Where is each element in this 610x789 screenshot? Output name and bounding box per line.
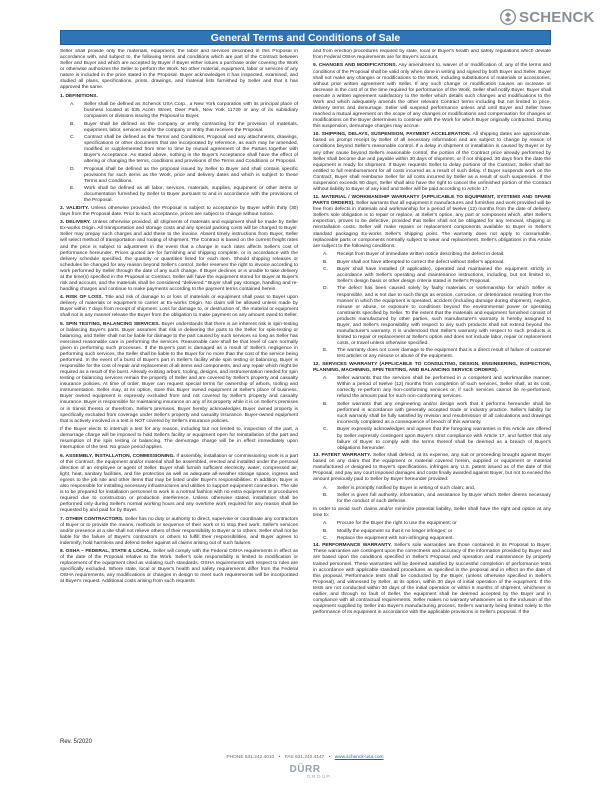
paragraph-text: Seller warrants that all equipment it manufactures and furnishes and work provided will be free from defects in materials and workmanship for a period of twelve (12) months from the date of delivery. Seller's sole obligation is to repair or replace, at Seller's option, any part or component which, after Seller's inspection, proves to be defective, provided that Seller shall not be obligated for any removal, shipping or reinstallation costs. Seller will make repairs or replacement components available to Buyer in Seller's standard packaging Ex-works Seller's shipping point. The warranty does not apply to consumable, replaceable parts or components normally subject to wear and replacement. Seller's obligations in this Article are subject to the following conditions: xyxy=(313,201,551,249)
list-item-letter: A. xyxy=(323,252,328,258)
list-item-text: Contract shall be defined as the Terms and Conditions, Proposal and any attachments, drawings, specifications or other documents that are incorporated by reference, as each may be amended, modified or supplemented from time to time by mutual agreement of the Parties together with Buyer's Acceptance. As stated above, nothing in the Buyer's Acceptance shall have the effect of altering or changing the terms, conditions and provisions of the Terms and Conditions or Proposal. xyxy=(84,135,298,165)
list-item-letter: E. xyxy=(323,348,328,354)
list-item xyxy=(323,252,551,258)
section-heading: 6. ASSEMBLY, INSTALLATION, COMMISSIONING. xyxy=(60,453,175,459)
list-item xyxy=(323,486,551,492)
list-item-letter: A. xyxy=(70,102,75,108)
logo-text: SCHENCK xyxy=(519,8,595,26)
list-item-text: Buyer expressly acknowledges and agrees that the foregoing warranties in this Article are offered by Seller expressly contingent upon Buyer's strict compliance with Article 17, and further that any failure of Buyer to comply with the terms thereof shall be deemed as a breach of Buyer's obligations hereunder. xyxy=(337,427,551,451)
section-heading: 4. RISK OF LOSS. xyxy=(60,295,103,301)
list-item-letter: C. xyxy=(70,135,75,141)
footer-separator: • xyxy=(278,755,281,760)
paragraph-text: All shipping dates are approximate, based on prompt receipt by Seller of all necessary information and are subject to change by reason of conditions beyond Seller's reasonable control. If a delay in shipment or installation is caused by Buyer or by any other cause beyond Seller's reasonable control, the portion of the Contract price already performed by Seller shall become due and payable within 30 days of shipment, or if not shipped, 30 days from the date the equipment is ready for shipment. If Buyer requests Seller to delay portions of the Contract, Seller shall be entitled to full reimbursement for all costs incurred as a result of such delay. If Buyer suspends work on the Contract, Buyer shall reimburse Seller for all costs incurred by Seller as a result of such suspension. If the suspension exceeds 90 days, Seller shall also have the right to cancel the unfinished portion of the Contract without liability to Buyer of any kind and Seller will be paid according to Article 17. xyxy=(313,132,551,192)
section-paragraph xyxy=(60,322,298,425)
section-paragraph xyxy=(60,94,298,100)
revision-label: Rev. 5/2020 xyxy=(60,739,92,745)
schenck-logo-mark-icon xyxy=(500,9,516,25)
document-title: General Terms and Conditions of Sale xyxy=(210,31,401,44)
list-item-letter: B. xyxy=(70,121,75,127)
section-paragraph xyxy=(313,195,551,249)
right-text-column xyxy=(313,49,551,694)
paragraph-text: Unless otherwise provided, the Proposal is subject to acceptance by Buyer within thirty (30) days from the Proposal date. Prior to such acceptance, prices are subject to change without notice. xyxy=(60,205,298,217)
list-item-text: Modify the equipment so that it no longer infringes; or xyxy=(337,528,453,534)
list-item-letter: C. xyxy=(323,266,328,272)
section-heading: 5. SPIN TESTING, BALANCING SERVICES. xyxy=(60,321,160,327)
list-item-letter: B. xyxy=(323,259,328,265)
list-item xyxy=(323,348,551,360)
list-item-letter: B. xyxy=(323,493,328,499)
list-item-letter: B. xyxy=(323,401,328,407)
section-heading: 10. SHIPPING, DELAYS, SUSPENSION, PAYMENT ACCELERATION. xyxy=(313,132,471,138)
list-item-letter: D. xyxy=(70,166,75,172)
durr-brand-sub: GROUP. xyxy=(306,775,334,780)
footer-contact-line xyxy=(0,755,610,760)
list-item xyxy=(323,536,551,542)
paragraph-text: Any amendment to, waiver of or modification of, any of the terms and conditions of the Proposal shall be valid only when done in writing and signed by both Buyer and Seller. Buyer shall not make any changes or modifications to the Work, including substitutions of materials or accessories, without prior written agreement with Seller. If any such change or modification causes an increase or decrease in the cost of or the time required for performance of the Work, Seller shall notify Buyer. Buyer shall execute a written agreement satisfactory to the Seller which details such changes and modifications to the Work and which adequately amends the other relevant Contract terms including but not limited to price, delivery terms and demurrage. Seller will suspend performance unless and until Buyer and Seller have reached a mutual agreement on the scope of any changes or modifications and compensation for changes or modifications on the Buyer determines to continue with the Work for which Buyer originally contracted. During this suspension, demurrage charges may accrue. xyxy=(313,63,551,129)
list-item xyxy=(323,376,551,400)
paragraph-text: Title and risk of damage to or loss of materials or equipment shall pass to Buyer upon delivery of materials or equipment to carrier at Ex-works Origin. No claim will be allowed unless made by Buyer within 7 days from receipt of shipment. Loss for damage to, or destruction of, the material or equipment shall not in any manner release the Buyer from the obligation to make payment on any amount owed to Seller. xyxy=(60,295,298,319)
section-heading: 9. CHANGES AND MODIFICATIONS. xyxy=(313,63,397,69)
section-paragraph xyxy=(60,206,298,218)
list-item xyxy=(70,167,298,185)
durr-group-logo xyxy=(0,764,610,780)
list-item-letter: B. xyxy=(323,528,328,534)
paragraph-text: If assembly, installation or commissioning work is a part of this Contract, the equipment and/or material shall be assembled, erected and installed under the personal direction of an employee or agent of Seller. Buyer shall furnish sufficient electricity, water, compressed air, light, heat, sanitary facilities, and fire protection as well as adequate all-weather storage space, ingress and egress to the job site and other items that may be listed under Buyer's responsibilities. In addition, Buyer is also responsible for installing necessary infrastructures and utilities to support equipment connection. The site is to be prepared for installation personnel to work in a normal fashion with no extra equipment or procedures required due to construction or production interference. Unless otherwise stated, installation shall be performed only during Seller's normal working hours and any overtime work required for any reason shall be requested by and paid for by Buyer. xyxy=(60,453,298,514)
footer-phone: PHONE 631.242.4010 xyxy=(226,755,275,760)
section-paragraph xyxy=(60,549,298,585)
list-item xyxy=(323,529,551,535)
section-paragraph xyxy=(60,295,298,319)
section-heading: 11. MATERIAL / WORKMANSHIP WARRANTY (APPLICABLE TO EQUIPMENT, SYSTEMS AND SPARE PARTS ORDERS). xyxy=(313,195,551,207)
schenck-logo xyxy=(500,7,604,27)
footer-fax: FAX 631.242.4147 xyxy=(284,755,325,760)
paragraph-text: Seller's sole warranties are those contained in its Proposal to Buyer. These warranties are contingent upon the correctness and accuracy of the information provided by Buyer and are based upon the conditions specified in Seller's Proposal and operation and maintenance by properly trained personnel. These warranties will be deemed satisfied by successful completion of performance tests in accordance with applicable standard procedures as specified in the proposal and in effect on the date of this proposal. Performance tests shall be conducted by the Buyer, (unless otherwise specified in Seller's Proposal), and witnessed by Seller, at its option, within 30 days of initial operation of the equipment. If the tests are not conducted within 30 days of the initial operation or within 6 months of shipment, whichever is earlier, and through no fault of Seller, the equipment shall be deemed accepted by the Buyer and in compliance with all contractual requirements. Seller makes no warranty whatsoever as to the inclusion of the equipment supplied by Seller into Buyer's manufacturing process, Seller's warranty being limited solely to the performance of its equipment in accordance with the applicable provisions in Seller's proposal. If the xyxy=(313,543,551,615)
paragraph-text: In order to avoid such claims and/or minimize potential liability, Seller shall have the right and option at any time to: xyxy=(313,506,551,518)
list-item-letter: C. xyxy=(323,427,328,433)
list-item-text: Buyer shall be defined as the company or entity contracting for the provision of materials, equipment, labor, services and/or the company or entity that receives the Proposal. xyxy=(84,121,298,133)
list-item-text: Receipt from Buyer of immediate written notice describing the defect in detail. xyxy=(337,252,505,258)
list-item-text: Seller shall be defined as Schenck USA Corp., a New York corporation with its principal place of business located at 535 Acorn Street, Deer Park, New York 11729 or any of its subsidiary companies or divisions issuing the Proposal to Buyer. xyxy=(84,102,298,120)
list-item-text: The warranty does not cover damage to the equipment that is a direct result of failure of customer test articles or any misuse or abuse of the equipment. xyxy=(337,348,551,360)
paragraph-text: Unless otherwise provided, all shipments of materials and equipment shall be made by Seller Ex-works Origin. All transportation and storage costs and any special packing costs will be charged to Buyer. Seller may prepay such charges and add these to the invoice. Absent timely instructions from Buyer, Seller will select method of transportation and routing of shipment. The Contract is based on the current freight rates and the price is subject to adjustment in the event that a change in such rates affects Seller's cost of performance hereunder. Prices quoted are for furnishing and shipping complete, or in accordance with the delivery schedule specified, the quantity or quantities listed for each item. Should shipping releases or schedules be changed for any reason beyond Seller's control, Seller reserves the right to invoice according to work performed by Seller through the date of any such change. If Buyer declines or is unable to take delivery at the time(s) specified in the Proposal or Contract, Seller will have the equipment stored for Buyer at Buyer's risk and account, and the materials shall be considered "delivered." Buyer shall pay storage, handling and re-handling charges and continue to make payments according to the payment terms contained herein. xyxy=(60,220,298,292)
section-heading: 8. OSHA – FEDERAL, STATE & LOCAL. xyxy=(60,549,152,555)
section-paragraph xyxy=(313,132,551,192)
list-item-letter: A. xyxy=(323,521,328,527)
list-item-text: Buyer shall not have attempted to correct the defect without Seller's approval. xyxy=(337,259,505,265)
body-paragraph xyxy=(60,427,298,451)
list-item xyxy=(323,260,551,266)
footer-separator: • xyxy=(328,755,331,760)
list-item-text: Replace the equipment with non-infringing equipment. xyxy=(337,535,454,541)
list-item xyxy=(323,402,551,426)
list-item-text: Seller is promptly notified by Buyer in writing of such claim; and, xyxy=(337,485,476,491)
list-item-text: The defect has been caused solely by faulty materials or workmanship for which Seller is responsible, and is not due to such things as erosion, corrosion, or deterioration resulting from the manner in which the equipment is operated, accident (including damage during shipment), neglect, misuse or abuse, or exposure to conditions beyond the environmental power or operating constraints specified by Seller. To the extent that the materials and equipment furnished consist of products manufactured by other parties, such manufacturer's warranty is hereby assigned to Buyer, and Seller's responsibility with respect to any such products shall not extend beyond the manufacturer's warranty. It is understood that Seller's warranty with respect to such products is limited to repair or replacement at Seller's option and does not include labor, repair or replacement costs, or travel unless otherwise specified. xyxy=(337,286,551,346)
section-paragraph xyxy=(313,63,551,130)
list-item xyxy=(70,135,298,165)
section-paragraph xyxy=(60,220,298,293)
section-heading: 12. SERVICES WARRANTY (APPLICABLE TO CONSULTING, DESIGN, ENGINEERING, INSPECTION, PLANNING, MACHINING, SPIN TESTING, AND BALANCING SERVICE ORDERS). xyxy=(313,361,551,373)
list-item xyxy=(70,122,298,134)
section-paragraph xyxy=(313,453,551,483)
section-paragraph xyxy=(60,454,298,514)
body-paragraph xyxy=(313,49,551,61)
section-paragraph xyxy=(60,517,298,547)
durr-brand: DÜRR xyxy=(289,764,321,775)
section-paragraph xyxy=(313,362,551,374)
list-item-text: Buyer shall have installed (if applicable), operated and maintained the equipment strictly in accordance with Seller's operating and maintenance instructions, including, but not limited to, Seller's design basis or other design criteria stated in Seller's Proposal. xyxy=(337,266,551,285)
paragraph-text: Seller will comply with the Federal OSHA requirements in effect as of the date of the Proposal relative to the Work. Seller's sole responsibility is limited to modification or replacement of the equipment cited as violating such standards. OSHA requirements with respect to rules are specifically excluded. Where state, local or Buyer's health and safety requirements differ from the Federal OSHA requirements, any modifications or changes in design to meet such requirements will be incorporated at Buyer's request. Additional costs arising from such requests xyxy=(60,549,298,585)
list-item-text: Seller warrants that the services shall be performed in a competent and workmanlike manner. Within a period of twelve (12) months from completion of such services, Seller shall, at its cost, correctly re-perform any non-conforming services or, if such services cannot be re-performed, refund the amount paid for such non-conforming services. xyxy=(337,376,551,400)
list-item xyxy=(323,286,551,346)
paragraph-text: If the Buyer elects to interrupt a test for any reason, including but not limited to, inspection of the part, a demurrage charge will be imposed to hold Seller's facility or equipment open for reinstallation of the part and resumption of the spin testing or balancing. The demurrage charge will be in effect immediately upon interruption of the test. No grace period applies. xyxy=(60,427,298,451)
section-heading: 1. DEFINITIONS. xyxy=(60,93,98,99)
list-item xyxy=(70,186,298,204)
footer-website-link[interactable]: www.schenck-usa.com xyxy=(334,755,384,760)
list-item xyxy=(323,427,551,451)
left-text-column xyxy=(60,49,298,694)
section-heading: 2. VALIDITY. xyxy=(60,205,89,211)
paragraph-text: and from erection procedures required by state, local or Buyer's health and safety regulations which deviate from Federal OSHA requirements are for Buyer's account. xyxy=(313,49,551,61)
section-paragraph xyxy=(313,543,551,616)
paragraph-text: Seller shall provide only the materials, equipment, the labor and services described in this Proposal in accordance with, and subject to, the following terms and conditions which are part of the Contract between Seller and Buyer and which are accepted by Buyer if Buyer either issues a purchase order covering the Work or otherwise authorizes the Seller to perform the Work. No other material, equipment, labor or services of any nature is included in the price stated in the Proposal. Buyer acknowledges it has inspected, examined, and studied all plans, specifications, prints, drawings, and material lists furnished by Seller and that it has approved the same. xyxy=(60,49,298,91)
list-item-letter: A. xyxy=(323,485,328,491)
list-item-letter: E. xyxy=(70,186,75,192)
list-item-text: Work shall be defined as all labor, services, materials, supplies, equipment or other items or documentation furnished by Seller to Buyer pursuant to and in accordance with the provisions of the Proposal. xyxy=(84,186,298,204)
paragraph-text: Seller has no duty or authority to direct, supervise or coordinate any contractors of Buyer or to provide the means, methods or sequence of their work or to stop their work. Seller's services and/or presence at a site shall not relieve others of their responsibility to Buyer or to others. Seller shall not be liable for the failure of Buyer's contractors or others to fulfill their responsibilities, and Buyer agrees to indemnify, hold harmless and defend Seller against all claims arising out of such failures. xyxy=(60,516,298,546)
list-item-letter: C. xyxy=(323,535,328,541)
document-title-bar xyxy=(60,30,551,45)
list-item xyxy=(323,267,551,285)
paragraph-text: Buyer understands that there is an inherent risk in spin-testing or balancing Buyer's parts. Buyer assumes that risk in delivering the parts to the Seller for spin-testing or balancing, and Seller shall not be liable for damage to the part caused by such services so long as Seller has exercised reasonable care in performing the services. Reasonable care shall be that level of care normally given in performing such processes. If the Buyer's part is damaged as a result of Seller's negligence in performing such services, the Seller shall be liable to the Buyer for no more than the cost of the service being performed. In the event of a burst of Buyer's part in Seller's facility while spin testing or balancing, Buyer is responsible for the cost of repair and replacement of all items and components, and any repair which might be required as a result of the burst. Already existing arbors, tooling, designs, and instrumentation needed for spin testing or balancing services remain the property of Seller and are covered by Seller's property and casualty insurance policies. At time of order, Buyer can request special terms for ownership of arbors, tooling and instrumentation. Seller may, at its option, store this Buyer owned equipment at Seller's place of business. Buyer owned equipment is expressly excluded from and not covered by Seller's property and casualty insurance. Buyer is responsible for maintaining insurance on any of its property while it is on Seller's premises or in transit thereto or therefrom. Seller's premises. Buyer hereby acknowledges Buyer owned property is specifically excluded from coverage under Seller's property and casualty insurance. Buyer-owned equipment that is actively involved in a test is NOT covered by Seller's insurance policies. xyxy=(60,321,298,424)
list-item-text: Seller warrants that any engineering and/or design work that it performs hereunder shall be performed in accordance with generally accepted trade or industry practice. Seller's liability for such warranty shall be fully satisfied by revision and resubmission of all calculations and drawings incorrectly completed as a consequence of breach of this warranty. xyxy=(337,401,551,426)
list-item xyxy=(323,493,551,505)
paragraph-text: Seller shall defend, at its expense, any suit or proceeding brought against Buyer based on any claim that the equipment or material covered herein, supplied or equipment or material manufactured or designed to Buyer's specifications, infringes any U.S. patent issued as of the date of this Proposal, and pay any court imposed damages and costs finally awarded against Buyer, but not to exceed the amount previously paid to Seller by Buyer hereunder provided: xyxy=(313,453,551,483)
section-heading: 13. PATENT WARRANTY. xyxy=(313,453,372,459)
list-item-text: Procure for the Buyer the right to use the equipment; or xyxy=(337,521,457,527)
section-heading: 14. PERFORMANCE WARRANTY. xyxy=(313,543,392,549)
section-heading: 3. DELIVERY. xyxy=(60,220,91,226)
list-item-text: Seller is given full authority, information, and assistance by Buyer which Seller deems necessary for the conduct of such defense. xyxy=(337,493,551,505)
body-paragraph xyxy=(60,49,298,91)
list-item-text: Proposal shall be defined as the proposal issued by Seller to Buyer and shall contain specific provisions for such items as the Work, price and delivery dates and which is subject to these Terms and Conditions. xyxy=(84,166,298,184)
body-paragraph xyxy=(313,507,551,519)
section-heading: 7. OTHER CONTRACTORS. xyxy=(60,516,124,522)
list-item-letter: D. xyxy=(323,286,328,292)
list-item xyxy=(70,102,298,120)
list-item-letter: A. xyxy=(323,376,328,382)
list-item xyxy=(323,521,551,527)
